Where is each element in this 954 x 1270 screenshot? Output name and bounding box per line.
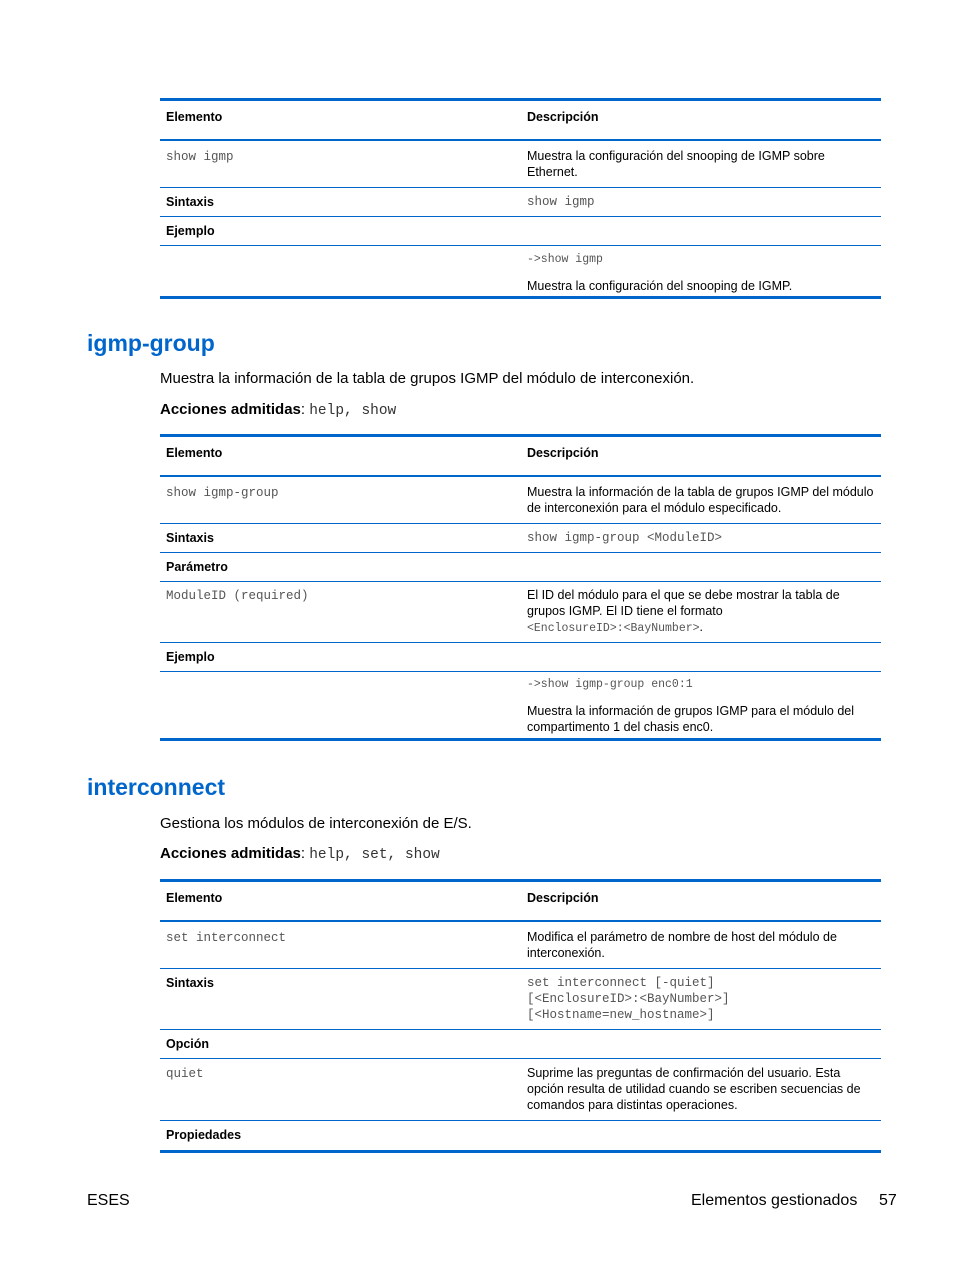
table-row xyxy=(160,246,881,298)
header-elemento: Elemento xyxy=(160,881,521,922)
table-row xyxy=(160,1030,881,1059)
item-code: set interconnect xyxy=(160,921,521,969)
syntax-label: Sintaxis xyxy=(160,969,521,1030)
table-header xyxy=(160,881,881,922)
parameter-format: <EnclosureID>:<BayNumber> xyxy=(527,622,700,635)
parameter-description: El ID del módulo para el que se debe mostrar la tabla de grupos IGMP. El ID tiene el formato xyxy=(527,588,840,618)
table-row xyxy=(160,140,881,188)
option-code: quiet xyxy=(160,1059,521,1121)
table-row xyxy=(160,188,881,217)
section-description: Muestra la información de la tabla de grupos IGMP del módulo de interconexión. xyxy=(160,370,695,387)
header-elemento: Elemento xyxy=(160,100,521,141)
table-row xyxy=(160,643,881,672)
supported-actions: Acciones admitidas: help, set, show xyxy=(160,845,440,863)
igmp-group-table xyxy=(160,434,881,741)
header-descripcion: Descripción xyxy=(521,881,881,922)
table-row xyxy=(160,969,881,1030)
example-description: Muestra la información de grupos IGMP para el módulo del compartimento 1 del chasis enc0. xyxy=(527,704,855,734)
section-title: interconnect xyxy=(87,774,226,800)
item-description: Muestra la configuración del snooping de IGMP sobre Ethernet. xyxy=(521,140,881,188)
table-row xyxy=(160,1121,881,1152)
example-code: ->show igmp xyxy=(527,253,603,266)
actions-label: Acciones admitidas xyxy=(160,401,301,418)
syntax-value: show igmp-group <ModuleID> xyxy=(521,524,881,553)
supported-actions: Acciones admitidas: help, show xyxy=(160,401,397,419)
interconnect-table xyxy=(160,879,881,1153)
table-row xyxy=(160,524,881,553)
table-row xyxy=(160,553,881,582)
example-label: Ejemplo xyxy=(160,217,521,246)
syntax-line: [<Hostname=new_hostname>] xyxy=(527,1008,715,1022)
syntax-label: Sintaxis xyxy=(160,188,521,217)
header-elemento: Elemento xyxy=(160,436,521,477)
actions-label: Acciones admitidas xyxy=(160,845,301,862)
header-descripcion: Descripción xyxy=(521,436,881,477)
page-number: 57 xyxy=(879,1192,897,1209)
actions-value: help, set, show xyxy=(309,847,440,863)
table-row xyxy=(160,921,881,969)
syntax-line: [<EnclosureID>:<BayNumber>] xyxy=(527,992,730,1006)
example-code: ->show igmp-group enc0:1 xyxy=(527,678,693,691)
parameter-label: Parámetro xyxy=(160,553,521,582)
actions-value: help, show xyxy=(309,403,397,419)
parameter-code: ModuleID (required) xyxy=(160,582,521,643)
footer-language: ESES xyxy=(87,1192,130,1209)
igmp-table xyxy=(160,98,881,299)
item-description: Muestra la información de la tabla de grupos IGMP del módulo de interconexión para el módulo especificado. xyxy=(521,476,881,524)
header-descripcion: Descripción xyxy=(521,100,881,141)
table-header xyxy=(160,100,881,141)
item-code: show igmp xyxy=(160,140,521,188)
syntax-label: Sintaxis xyxy=(160,524,521,553)
table-row xyxy=(160,672,881,740)
properties-label: Propiedades xyxy=(160,1121,521,1152)
syntax-line: set interconnect [-quiet] xyxy=(527,976,715,990)
section-description: Gestiona los módulos de interconexión de E/S. xyxy=(160,815,472,832)
table-header xyxy=(160,436,881,477)
example-description: Muestra la configuración del snooping de IGMP. xyxy=(527,279,793,293)
table-row xyxy=(160,476,881,524)
syntax-value: show igmp xyxy=(521,188,881,217)
footer-section: Elementos gestionados xyxy=(691,1192,858,1209)
option-label: Opción xyxy=(160,1030,521,1059)
item-code: show igmp-group xyxy=(160,476,521,524)
item-description: Modifica el parámetro de nombre de host del módulo de interconexión. xyxy=(521,921,881,969)
section-title: igmp-group xyxy=(87,330,215,356)
table-row xyxy=(160,217,881,246)
option-description: Suprime las preguntas de confirmación del usuario. Esta opción resulta de utilidad cuando se escriben secuencias de comandos para distintas operaciones. xyxy=(521,1059,881,1121)
table-row xyxy=(160,1059,881,1121)
example-label: Ejemplo xyxy=(160,643,521,672)
table-row: ModuleID (required) El ID del módulo para el que se debe mostrar la tabla de grupos IGMP. El ID tiene el formato <EnclosureID>:<BayNumber>. xyxy=(160,582,881,643)
